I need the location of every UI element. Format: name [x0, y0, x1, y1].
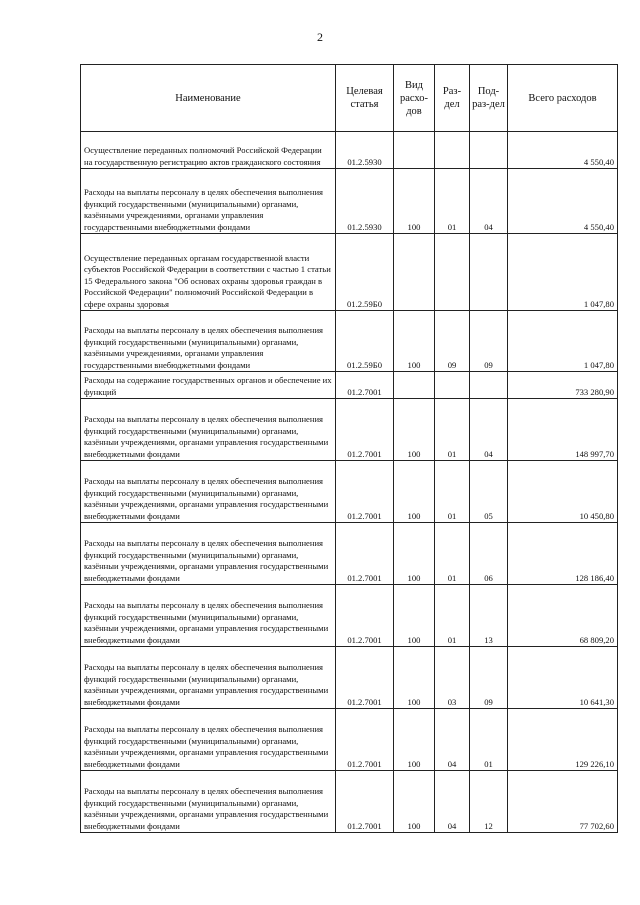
row-target: 01.2.7001: [336, 523, 394, 585]
row-total: 129 226,10: [508, 709, 618, 771]
row-target: 01.2.59Б0: [336, 234, 394, 311]
row-type: 100: [394, 311, 435, 372]
table-row: [81, 169, 618, 234]
header-name: Наименование: [81, 65, 336, 132]
row-section: 01: [435, 399, 470, 461]
row-total: 68 809,20: [508, 585, 618, 647]
row-target: 01.2.7001: [336, 709, 394, 771]
row-name: Расходы на выплаты персоналу в целях обеспечения выполнения функций государственными (муниципальными) органами, казённыи учреждениями, органами управления государственными внебюджетными фондами: [81, 709, 336, 771]
row-name: Расходы на выплаты персоналу в целях обеспечения выполнения функций государственными (муниципальными) органами, казённыи учреждениями, органами управления государственными внебюджетными фондами: [81, 461, 336, 523]
row-target: 01.2.7001: [336, 372, 394, 399]
row-subsection: [470, 372, 508, 399]
table-row: [81, 771, 618, 833]
row-name: Осуществление переданных органам государственной власти субъектов Российской Федерации в соответствии с частью 1 статьи 15 Федерального закона "Об основах охраны здоровья граждан в Российской Федерации" полномочий Российской Федерации в сфере охраны здоровья: [81, 234, 336, 311]
row-section: 01: [435, 585, 470, 647]
row-total: 128 186,40: [508, 523, 618, 585]
row-subsection: 04: [470, 399, 508, 461]
row-section: 03: [435, 647, 470, 709]
row-name: Расходы на выплаты персоналу в целях обеспечения выполнения функций государственными (муниципальными) органами, казённыи учреждениями, органами управления государственными внебюджетными фондами: [81, 523, 336, 585]
row-type: 100: [394, 771, 435, 833]
row-subsection: 06: [470, 523, 508, 585]
table-row: [81, 461, 618, 523]
row-section: 09: [435, 311, 470, 372]
table-row: [81, 132, 618, 169]
row-name: Осуществление переданных полномочий Российской Федерации на государственную регистрацию актов гражданского состояния: [81, 132, 336, 169]
table-row: [81, 647, 618, 709]
header-total: Всего расходов: [508, 65, 618, 132]
row-total: 148 997,70: [508, 399, 618, 461]
row-name: Расходы на выплаты персоналу в целях обеспечения выполнения функций государственными (муниципальными) органами, казёнными учреждениями, органами управления государственными внебюджетными фондами: [81, 169, 336, 234]
table-row: [81, 709, 618, 771]
table-row: [81, 311, 618, 372]
row-total: 4 550,40: [508, 132, 618, 169]
row-total: 733 280,90: [508, 372, 618, 399]
row-target: 01.2.7001: [336, 585, 394, 647]
row-section: 01: [435, 169, 470, 234]
table-row: [81, 523, 618, 585]
row-section: 01: [435, 461, 470, 523]
row-subsection: 12: [470, 771, 508, 833]
row-name: Расходы на выплаты персоналу в целях обеспечения выполнения функций государственными (муниципальными) органами, казёнными учреждениями, органами управления государственными внебюджетными фондами: [81, 311, 336, 372]
row-total: 10 450,80: [508, 461, 618, 523]
row-subsection: 05: [470, 461, 508, 523]
table-row: [81, 372, 618, 399]
row-section: 04: [435, 709, 470, 771]
row-subsection: 13: [470, 585, 508, 647]
table-row: [81, 585, 618, 647]
table-header-row: [81, 65, 618, 132]
table-row: [81, 234, 618, 311]
row-type: 100: [394, 709, 435, 771]
row-section: [435, 132, 470, 169]
header-target-article: Целевая статья: [336, 65, 394, 132]
row-target: 01.2.7001: [336, 461, 394, 523]
row-total: 4 550,40: [508, 169, 618, 234]
row-name: Расходы на выплаты персоналу в целях обеспечения выполнения функций государственными (муниципальными) органами, казённыи учреждениями, органами управления государственными внебюджетными фондами: [81, 585, 336, 647]
row-type: 100: [394, 585, 435, 647]
row-subsection: [470, 234, 508, 311]
row-target: 01.2.7001: [336, 771, 394, 833]
header-subsection: Под-раз-дел: [470, 65, 508, 132]
page-number: 2: [317, 30, 323, 44]
row-total: 1 047,80: [508, 234, 618, 311]
row-type: 100: [394, 523, 435, 585]
row-total: 77 702,60: [508, 771, 618, 833]
row-type: 100: [394, 399, 435, 461]
row-target: 01.2.59Б0: [336, 311, 394, 372]
row-name: Расходы на содержание государственных органов и обеспечение их функций: [81, 372, 336, 399]
row-section: 04: [435, 771, 470, 833]
row-type: 100: [394, 461, 435, 523]
row-subsection: [470, 132, 508, 169]
row-type: [394, 234, 435, 311]
row-type: [394, 132, 435, 169]
row-subsection: 01: [470, 709, 508, 771]
row-total: 1 047,80: [508, 311, 618, 372]
row-type: 100: [394, 647, 435, 709]
row-target: 01.2.7001: [336, 647, 394, 709]
row-target: 01.2.5930: [336, 169, 394, 234]
row-total: 10 641,30: [508, 647, 618, 709]
row-target: 01.2.7001: [336, 399, 394, 461]
row-type: [394, 372, 435, 399]
row-subsection: 09: [470, 647, 508, 709]
row-section: 01: [435, 523, 470, 585]
header-section: Раз-дел: [435, 65, 470, 132]
row-name: Расходы на выплаты персоналу в целях обеспечения выполнения функций государственными (муниципальными) органами, казённыи учреждениями, органами управления государственными внебюджетными фондами: [81, 399, 336, 461]
row-name: Расходы на выплаты персоналу в целях обеспечения выполнения функций государственными (муниципальными) органами, казённыи учреждениями, органами управления государственными внебюджетными фондами: [81, 647, 336, 709]
row-section: [435, 372, 470, 399]
table-row: [81, 399, 618, 461]
row-section: [435, 234, 470, 311]
row-type: 100: [394, 169, 435, 234]
row-target: 01.2.5930: [336, 132, 394, 169]
row-subsection: 09: [470, 311, 508, 372]
row-name: Расходы на выплаты персоналу в целях обеспечения выполнения функций государственными (муниципальными) органами, казённыи учреждениями, органами управления государственными внебюджетными фондами: [81, 771, 336, 833]
expenditure-table: [80, 64, 618, 833]
header-expense-type: Вид расхо-дов: [394, 65, 435, 132]
row-subsection: 04: [470, 169, 508, 234]
